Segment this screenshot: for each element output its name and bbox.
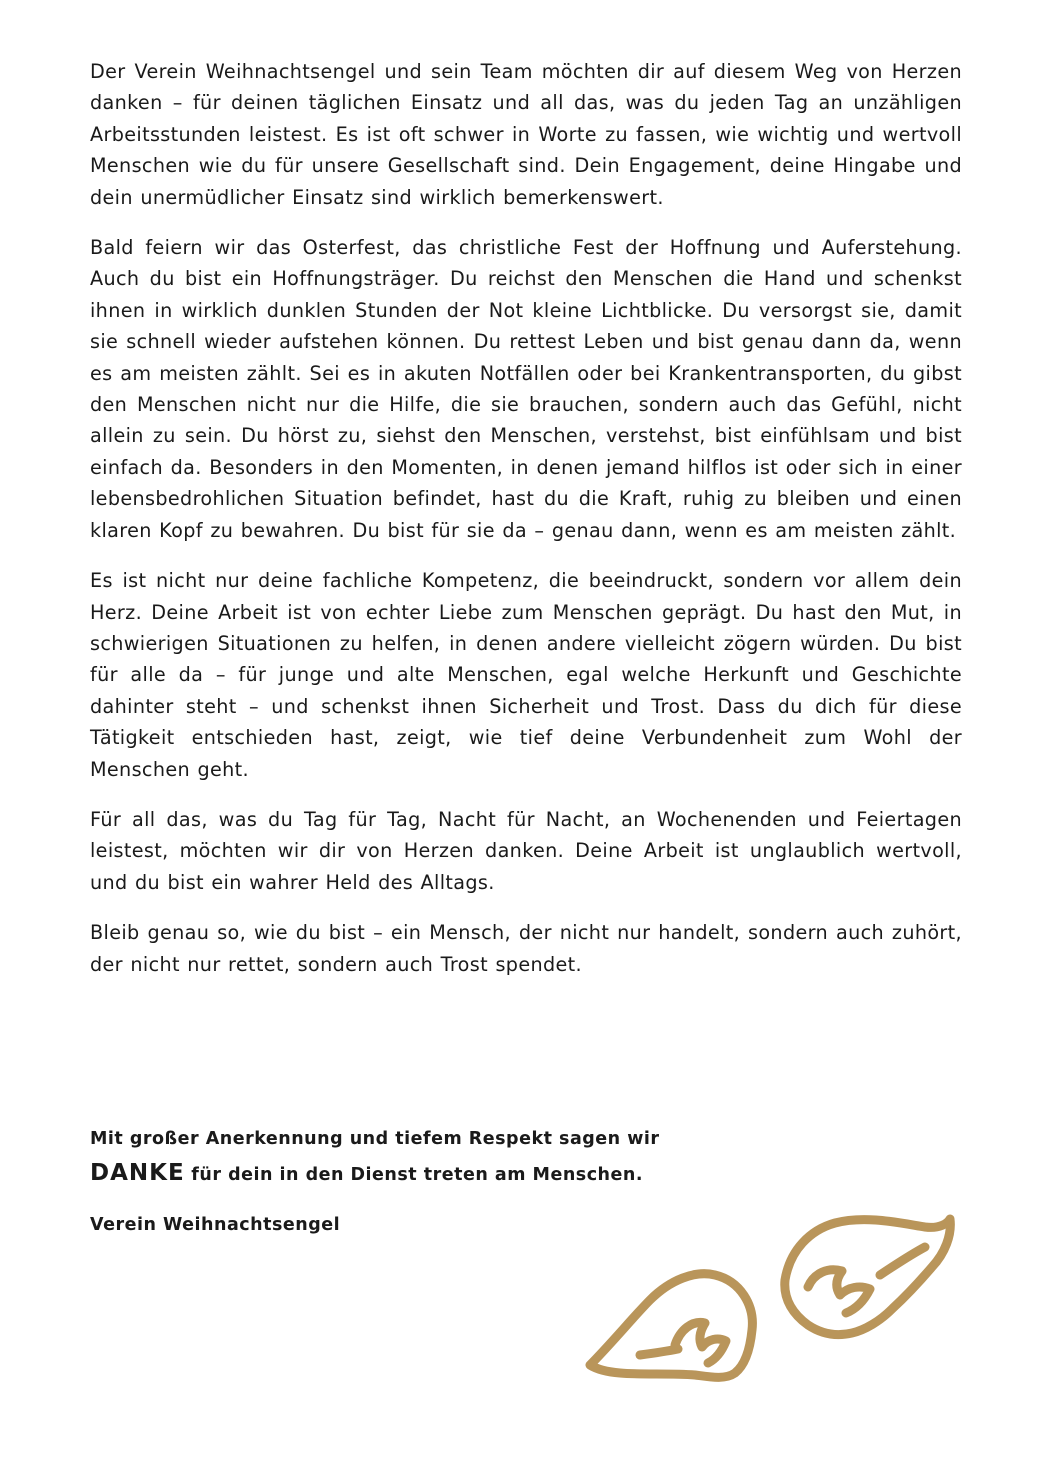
- paragraph-3: Es ist nicht nur deine fachliche Kompetenz, die beeindruckt, sondern vor allem dein Herz. Deine Arbeit ist von echter Liebe zum Menschen geprägt. Du hast den Mut, in schwierigen Situationen zu helfen, in denen andere vielleicht zögern würden. Du bist für alle da – für junge und alte Menschen, egal welche Herkunft und Geschichte dahinter steht – und schenkst ihnen Sicherheit und Trost. Dass du dich für diese Tätigkeit entschieden hast, zeigt, wie tief deine Verbundenheit zum Wohl der Menschen geht.: [90, 569, 962, 781]
- paragraph-5: Bleib genau so, wie du bist – ein Mensch, der nicht nur handelt, sondern auch zuhört, der nicht nur rettet, sondern auch Trost spendet.: [90, 921, 962, 976]
- letter-body: [90, 56, 962, 999]
- angel-wings-icon: [580, 1205, 960, 1385]
- paragraph-4: Für all das, was du Tag für Tag, Nacht für Nacht, an Wochenenden und Feiertagen leistest, möchten wir dir von Herzen danken. Deine Arbeit ist unglaublich wertvoll, und du bist ein wahrer Held des Alltags.: [90, 807, 962, 894]
- paragraph-2: Bald feiern wir das Osterfest, das christliche Fest der Hoffnung und Auferstehung. Auch du bist ein Hoffnungsträger. Du reichst den Menschen die Hand und schenkst ihnen in wirklich dunklen Stunden der Not kleine Lichtblicke. Du versorgst sie, damit sie schnell wieder aufstehen können. Du rettest Leben und bist genau dann da, wenn es am meisten zählt. Sei es in akuten Notfällen oder bei Krankentransporten, du gibst den Menschen nicht nur die Hilfe, die sie brauchen, sondern auch das Gefühl, nicht allein zu sein. Du hörst zu, siehst den Menschen, verstehst, bist einfühlsam und bist einfach da. Besonders in den Momenten, in denen jemand hilflos ist oder sich in einer lebensbedrohlichen Situation befindet, hast du die Kraft, ruhig zu bleiben und einen klaren Kopf zu bewahren. Du bist für sie da – genau dann, wenn es am meisten zählt.: [90, 236, 962, 542]
- closing-line-1: Mit großer Anerkennung und tiefem Respekt sagen wir: [90, 1129, 660, 1149]
- paragraph-1: Der Verein Weihnachtsengel und sein Team möchten dir auf diesem Weg von Herzen danken – für deinen täglichen Einsatz und all das, was du jeden Tag an unzähligen Arbeitsstunden leistest. Es ist oft schwer in Worte zu fassen, wie wichtig und wertvoll Menschen wie du für unsere Gesellschaft sind. Dein Engagement, deine Hingabe und dein unermüdlicher Einsatz sind wirklich bemerkenswert.: [90, 60, 962, 209]
- closing-line-2-text: für dein in den Dienst treten am Menschen.: [184, 1165, 643, 1185]
- signature: Verein Weihnachtsengel: [90, 1215, 341, 1235]
- danke-word: DANKE: [90, 1160, 185, 1186]
- closing-line-2: [90, 1158, 850, 1190]
